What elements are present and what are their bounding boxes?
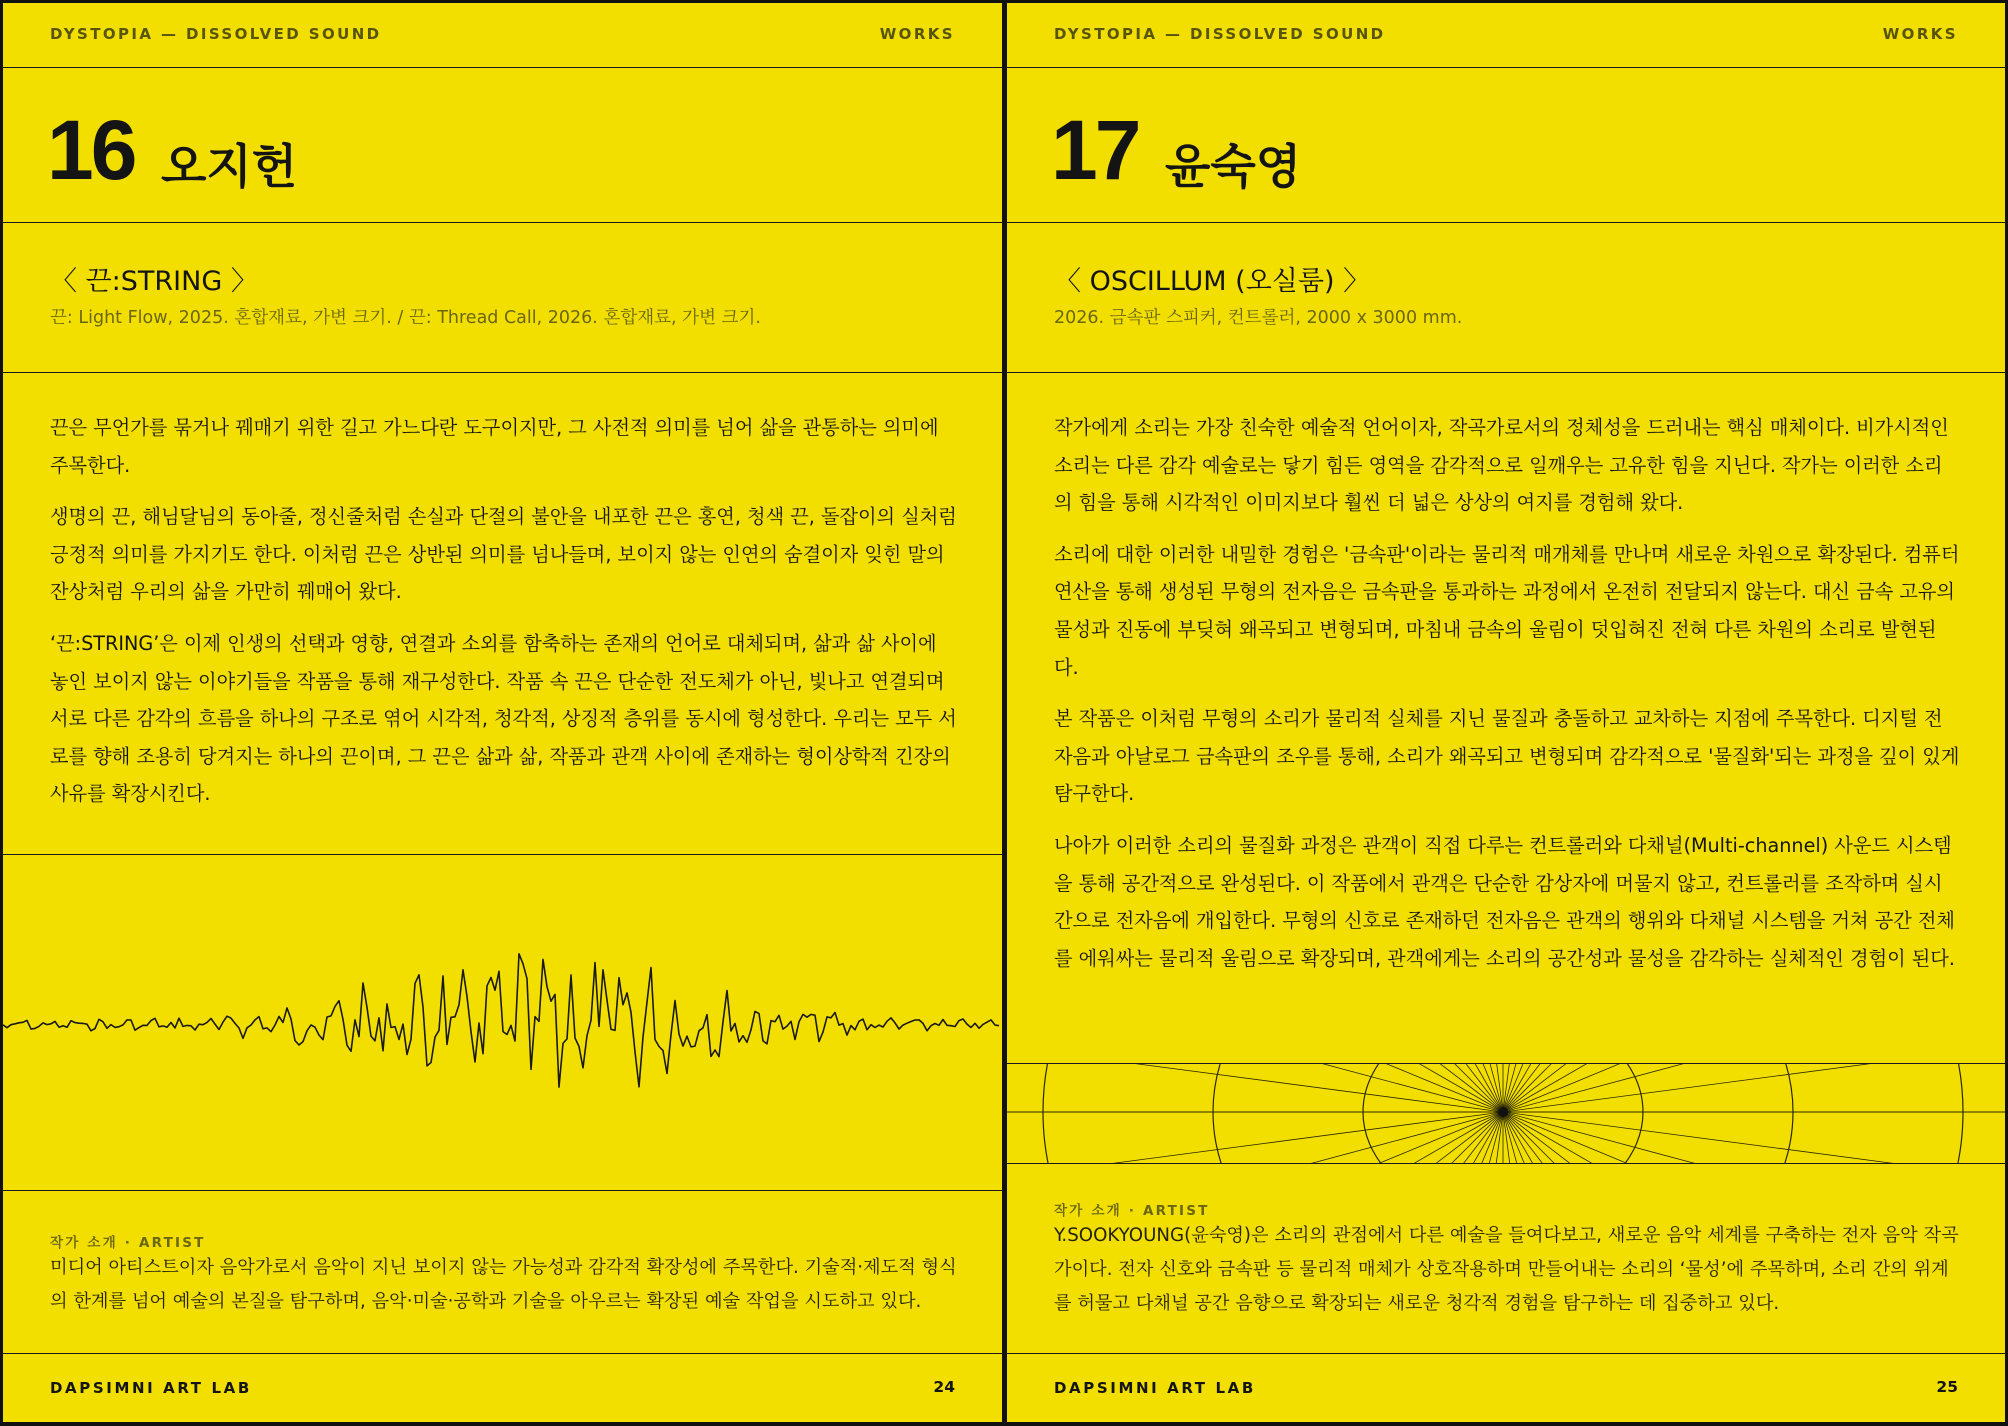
radial-ray <box>1503 1064 1763 1112</box>
artist-bio-text: 미디어 아티스트이자 음악가로서 음악이 지닌 보이지 않는 가능성과 감각적 확장성에 주목한다. 기술적·제도적 형식의 한계를 넘어 예술의 본질을 탐구하며, 음악·미술·공학과 기술을 아우르는 확장된 예술 작업을 시도하고 있다. <box>50 1257 957 1312</box>
artist-number: 16 <box>47 103 135 197</box>
radial-ray <box>1503 1112 2005 1164</box>
radial-ray <box>1053 1064 1503 1112</box>
page-header <box>3 3 1002 68</box>
work-title: 〈 끈:STRING 〉 <box>50 266 258 297</box>
waveform-line <box>3 954 999 1087</box>
work-info <box>1007 223 2005 373</box>
header-brand: DYSTOPIA — DISSOLVED SOUND <box>1054 25 1386 43</box>
waveform-illustration <box>3 855 1002 1191</box>
radial-ray <box>1186 1112 1503 1164</box>
radial-ray <box>1368 1064 1503 1112</box>
artist-bio-text: Y.SOOKYOUNG(윤숙영)은 소리의 관점에서 다른 예술을 들여다보고, 새로운 음악 세계를 구축하는 전자 음악 작곡가이다. 전자 신호와 금속판 등 물리적 매체가 상호작용하며 만들어내는 소리의 ‘물성’에 주목하며, 소리 간의 위계를 허물고 다채널 공간 음향으로 확장되는 새로운 청각적 경험을 탐구하는 데 집중하고 있다. <box>1054 1225 1959 1314</box>
page-25 <box>1007 3 2005 1422</box>
page-header <box>1007 3 2005 68</box>
radial-ray <box>1503 1112 2005 1164</box>
radial-ray <box>1007 1064 1503 1112</box>
artist-bio-label: 작가 소개 · ARTIST <box>50 1235 206 1251</box>
paragraph: ‘끈:STRING’은 이제 인생의 선택과 영향, 연결과 소외를 함축하는 존재의 언어로 대체되며, 삶과 삶 사이에 놓인 보이지 않는 이야기들을 작품을 통해 재구성한다. 작품 속 끈은 단순한 전도체가 아닌, 빛나고 연결되며 서로 다른 감각의 흐름을 하나의 구조로 엮어 시각적, 청각적, 상징적 층위를 동시에 형성한다. 우리는 모두 서로를 향해 조용히 당겨지는 하나의 끈이며, 그 끈은 삶과 삶, 작품과 관객 사이에 존재하는 형이상학적 긴장의 사유를 확장시킨다. <box>50 631 957 806</box>
paragraph: 소리에 대한 이러한 내밀한 경험은 '금속판'이라는 물리적 매개체를 만나며 새로운 차원으로 확장된다. 컴퓨터 연산을 통해 생성된 무형의 전자음은 금속판을 통과하는 과정에서 온전히 전달되지 않는다. 대신 금속 고유의 물성과 진동에 부딪혀 왜곡되고 변형되며, 마침내 금속의 울림이 덧입혀진 전혀 다른 차원의 소리로 발현된다. <box>1054 542 1960 679</box>
radial-ray <box>1503 1112 1820 1164</box>
radial-ray <box>1503 1064 1638 1112</box>
paragraph: 생명의 끈, 해님달님의 동아줄, 정신줄처럼 손실과 단절의 불안을 내포한 끈은 홍연, 청색 끈, 돌잡이의 실처럼 긍정적 의미를 가지기도 한다. 이처럼 끈은 상반된 의미를 넘나들며, 보이지 않는 인연의 숨결이자 잊힌 말의 잔상처럼 우리의 삶을 가만히 꿰매어 왔다. <box>50 505 957 604</box>
radial-ray <box>1503 1064 2005 1112</box>
radial-ray <box>1503 1064 1916 1112</box>
radial-ray <box>1023 1112 1503 1164</box>
gutter <box>1002 0 1007 1426</box>
artist-name: 오지헌 <box>161 140 298 195</box>
radial-illustration <box>1007 1064 2005 1164</box>
artist-bio-label: 작가 소개 · ARTIST <box>1054 1203 1210 1219</box>
radial-ray <box>1007 1064 1503 1112</box>
artist-name: 윤숙영 <box>1165 140 1302 195</box>
radial-ray <box>1503 1112 1871 1164</box>
header-section: WORKS <box>1882 25 1958 43</box>
work-meta: 끈: Light Flow, 2025. 혼합재료, 가변 크기. / 끈: Thread Call, 2026. 혼합재료, 가변 크기. <box>50 308 761 328</box>
radial-ray <box>1135 1112 1503 1164</box>
radial-ray <box>1243 1112 1503 1164</box>
radial-ray <box>1023 1064 1503 1112</box>
page-24 <box>3 3 1002 1422</box>
radial-ray <box>1053 1112 1503 1164</box>
radial-ray <box>1007 1112 1503 1164</box>
radial-ray <box>1503 1064 1820 1112</box>
artist-bio <box>3 1191 1002 1354</box>
radial-ray <box>1503 1112 1763 1164</box>
page-number: 25 <box>1936 1378 1958 1396</box>
waveform-graphic <box>3 855 1002 1191</box>
artist-title <box>3 68 1002 223</box>
radial-ray <box>1503 1064 2005 1112</box>
page-footer <box>1007 1354 2005 1422</box>
work-meta: 2026. 금속판 스피커, 컨트롤러, 2000 x 3000 mm. <box>1054 308 1463 328</box>
work-description <box>1007 373 2005 1064</box>
radial-ray <box>1503 1064 1983 1112</box>
page-number: 24 <box>933 1378 955 1396</box>
radial-ray <box>1243 1064 1503 1112</box>
footer-lab: DAPSIMNI ART LAB <box>50 1379 252 1397</box>
header-section: WORKS <box>879 25 955 43</box>
radial-ray <box>1503 1064 1953 1112</box>
paragraph: 본 작품은 이처럼 무형의 소리가 물리적 실체를 지닌 물질과 충돌하고 교차하는 지점에 주목한다. 디지털 전자음과 아날로그 금속판의 조우를 통해, 소리가 왜곡되고 변형되며 감각적으로 '물질화'되는 과정을 깊이 있게 탐구한다. <box>1054 707 1960 806</box>
radial-ray <box>1503 1112 1953 1164</box>
work-description <box>3 373 1002 855</box>
radial-center <box>1498 1107 1508 1117</box>
footer-lab: DAPSIMNI ART LAB <box>1054 1379 1256 1397</box>
header-brand: DYSTOPIA — DISSOLVED SOUND <box>50 25 382 43</box>
work-info <box>3 223 1002 373</box>
page-footer <box>3 1354 1002 1422</box>
artist-number: 17 <box>1051 103 1139 197</box>
paragraph: 나아가 이러한 소리의 물질화 과정은 관객이 직접 다루는 컨트롤러와 다채널(Multi-channel) 사운드 시스템을 통해 공간적으로 완성된다. 이 작품에서 관객은 단순한 감상자에 머물지 않고, 컨트롤러를 조작하며 실시간으로 전자음에 개입한다. 무형의 신호로 존재하던 전자음은 관객의 행위와 다채널 시스템을 거쳐 공간 전체를 에워싸는 물리적 울림으로 확장되며, 관객에게는 소리의 공간성과 물성을 감각하는 실체적인 경험이 된다. <box>1054 833 1955 970</box>
paragraph: 작가에게 소리는 가장 친숙한 예술적 언어이자, 작곡가로서의 정체성을 드러내는 핵심 매체이다. 비가시적인 소리는 다른 감각 예술로는 닿기 힘든 영역을 감각적으로 일깨우는 고유한 힘을 지닌다. 작가는 이러한 소리의 힘을 통해 시각적인 이미지보다 훨씬 더 넓은 상상의 여지를 경험해 왔다. <box>1054 416 1949 515</box>
radial-graphic <box>1007 1064 2005 1164</box>
paragraph: 끈은 무언가를 묶거나 꿰매기 위한 길고 가느다란 도구이지만, 그 사전적 의미를 넘어 삶을 관통하는 의미에 주목한다. <box>50 416 939 477</box>
radial-ray <box>1007 1112 1503 1164</box>
radial-ray <box>1186 1064 1503 1112</box>
work-title: 〈 OSCILLUM (오실룸) 〉 <box>1054 266 1371 297</box>
radial-ray <box>1091 1064 1504 1112</box>
artist-title <box>1007 68 2005 223</box>
radial-ray <box>1503 1112 1983 1164</box>
artist-bio <box>1007 1164 2005 1354</box>
